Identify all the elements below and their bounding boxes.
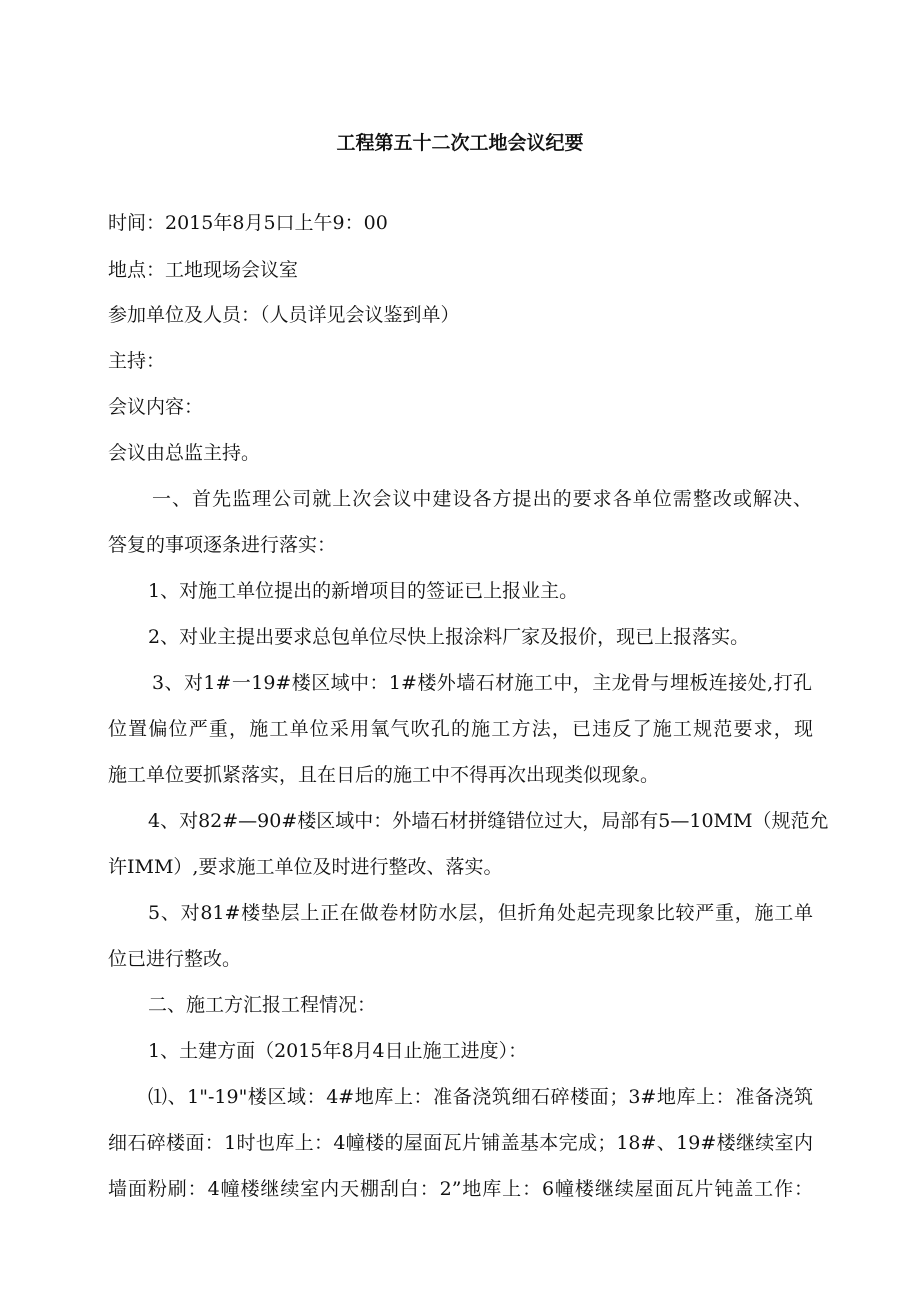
paragraph-line: 4、对82#—90#楼区域中：外墙石材拼缝错位过大，局部有5—10MM（规范允 [148,810,829,832]
paragraph-line: 1、土建方面（2015年8月4日止施工进度）： [148,1040,528,1062]
meeting-host: 主持： [108,350,166,372]
paragraph-line: 位置偏位严重，施工单位采用氧气吹孔的施工方法，已违反了施工规范要求，现 [108,718,813,740]
meeting-place: 地点：工地现场会议室 [108,259,299,281]
paragraph-line: 二、施工方汇报工程情况： [148,994,377,1016]
paragraph-line: 施工单位要抓紧落实，且在日后的施工中不得再次出现类似现象。 [108,764,660,786]
paragraph-line: 1、对施工单位提出的新增项目的签证已上报业主。 [148,580,579,602]
paragraph-line: 2、对业主提出要求总包单位尽快上报涂料厂家及报价，现已上报落实。 [148,626,750,648]
paragraph-line: ⑴、1"-19"楼区域：4#地库上：准备浇筑细石碎楼面；3#地库上：准备浇筑 [148,1086,813,1108]
paragraph-line: 墙面粉刷：4幢楼继续室内天棚刮白：2”地库上：6幢楼继续屋面瓦片钝盖工作： [108,1178,813,1200]
meeting-time: 时间：2015年8月5口上午9：00 [108,212,388,234]
paragraph-line: 细石碎楼面：1时也库上：4幢楼的屋面瓦片铺盖基本完成；18#、19#楼继续室内 [108,1132,813,1154]
paragraph-line: 5、对81#楼垫层上正在做卷材防水层，但折角处起壳现象比较严重，施工单 [148,902,813,924]
paragraph-line: 会议由总监主持。 [108,442,261,464]
page-title: 工程第五十二次工地会议纪要 [336,132,584,154]
meeting-content-label: 会议内容： [108,396,204,418]
paragraph-line: 答复的事项逐条进行落实： [108,534,337,556]
paragraph-line: 许IMM）,要求施工单位及时进行整改、落实。 [108,856,503,878]
paragraph-line: 3、对1#一19#楼区域中：1#楼外墙石材施工中，主龙骨与埋板连接处,打孔 [152,672,812,694]
paragraph-line: 一、首先监理公司就上次会议中建设各方提出的要求各单位需整改或解决、 [152,488,812,510]
meeting-attendees: 参加单位及人员：（人员详见会议鉴到单） [108,304,460,326]
paragraph-line: 位已进行整改。 [108,948,242,970]
